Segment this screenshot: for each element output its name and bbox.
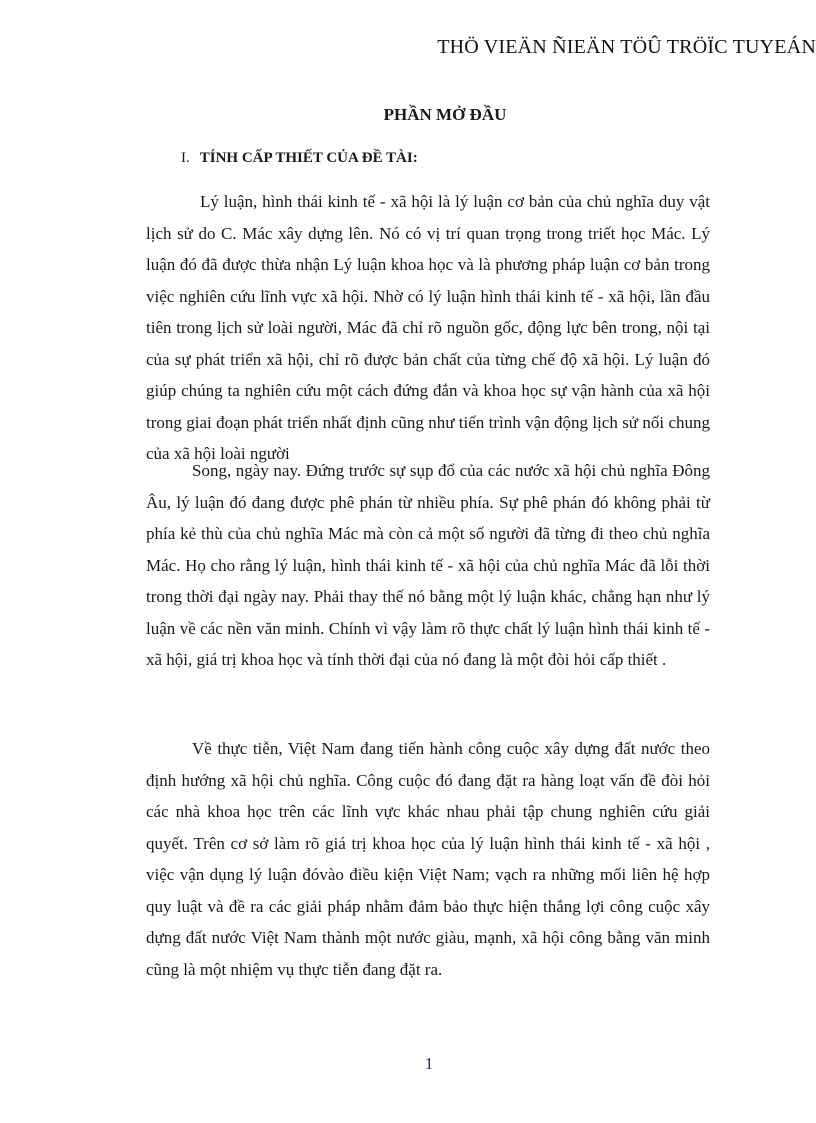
section-heading xyxy=(181,150,418,167)
page-number: 1 xyxy=(424,1054,434,1073)
section-number: I. xyxy=(181,150,190,166)
paragraph-3: Về thực tiễn, Việt Nam đang tiến hành công cuộc xây dựng đất nước theo định hướng xã hội chủ nghĩa. Công cuộc đó đang đặt ra hàng loạt vấn đề đòi hỏi các nhà khoa học trên các lĩnh vực khác nhau phải tập chung nghiên cứu giải quyết. Trên cơ sở làm rõ giá trị khoa học của lý luận hình thái kinh tế - xã hội , việc vận dụng lý luận đóvào điều kiện Việt Nam; vạch ra những mối liên hệ hợp quy luật và đề ra các giải pháp nhằm đảm bảo thực hiện thắng lợi công cuộc xây dựng đất nước Việt Nam thành một nước giàu, mạnh, xã hội công bằng văn minh cũng là một nhiệm vụ thực tiễn đang đặt ra. xyxy=(146,739,710,979)
page-title: PHẦN MỞ ĐẦU xyxy=(383,105,507,124)
running-header: THÖ VIEÄN ÑIEÄN TÖÛ TRÖÏC TUYEÁN xyxy=(437,36,816,58)
section-title: TÍNH CẤP THIẾT CỦA ĐỀ TÀI: xyxy=(199,150,418,166)
paragraph-2: Song, ngày nay. Đứng trước sự sụp đổ của các nước xã hội chủ nghĩa Đông Âu, lý luận đó đang được phê phán từ nhiều phía. Sự phê phán đó không phải từ phía kẻ thù của chủ nghĩa Mác mà còn cả một số người đã từng đi theo chủ nghĩa Mác. Họ cho rằng lý luận, hình thái kinh tế - xã hội của chủ nghĩa Mác đã lỗi thời trong thời đại ngày nay. Phải thay thế nó bằng một lý luận khác, chẳng hạn như lý luận về các nền văn minh. Chính vì vậy làm rõ thực chất lý luận hình thái kinh tế - xã hội, giá trị khoa học và tính thời đại của nó đang là một đòi hỏi cấp thiết . xyxy=(146,461,710,669)
paragraph-1: Lý luận, hình thái kinh tế - xã hội là lý luận cơ bản của chủ nghĩa duy vật lịch sử do C. Mác xây dựng lên. Nó có vị trí quan trọng trong triết học Mác. Lý luận đó đã được thừa nhận Lý luận khoa học và là phương pháp luận cơ bản trong việc nghiên cứu lĩnh vực xã hội. Nhờ có lý luận hình thái kinh tế - xã hội, lần đầu tiên trong lịch sử loài người, Mác đã chỉ rõ nguồn gốc, động lực bên trong, nội tại của sự phát triển xã hội, chỉ rõ được bản chất của từng chế độ xã hội. Lý luận đó giúp chúng ta nghiên cứu một cách đứng đắn và khoa học sự vận hành của xã hội trong giai đoạn phát triển nhất định cũng như tiến trình vận động lịch sử nối chung của xã hội loài người xyxy=(146,192,710,463)
